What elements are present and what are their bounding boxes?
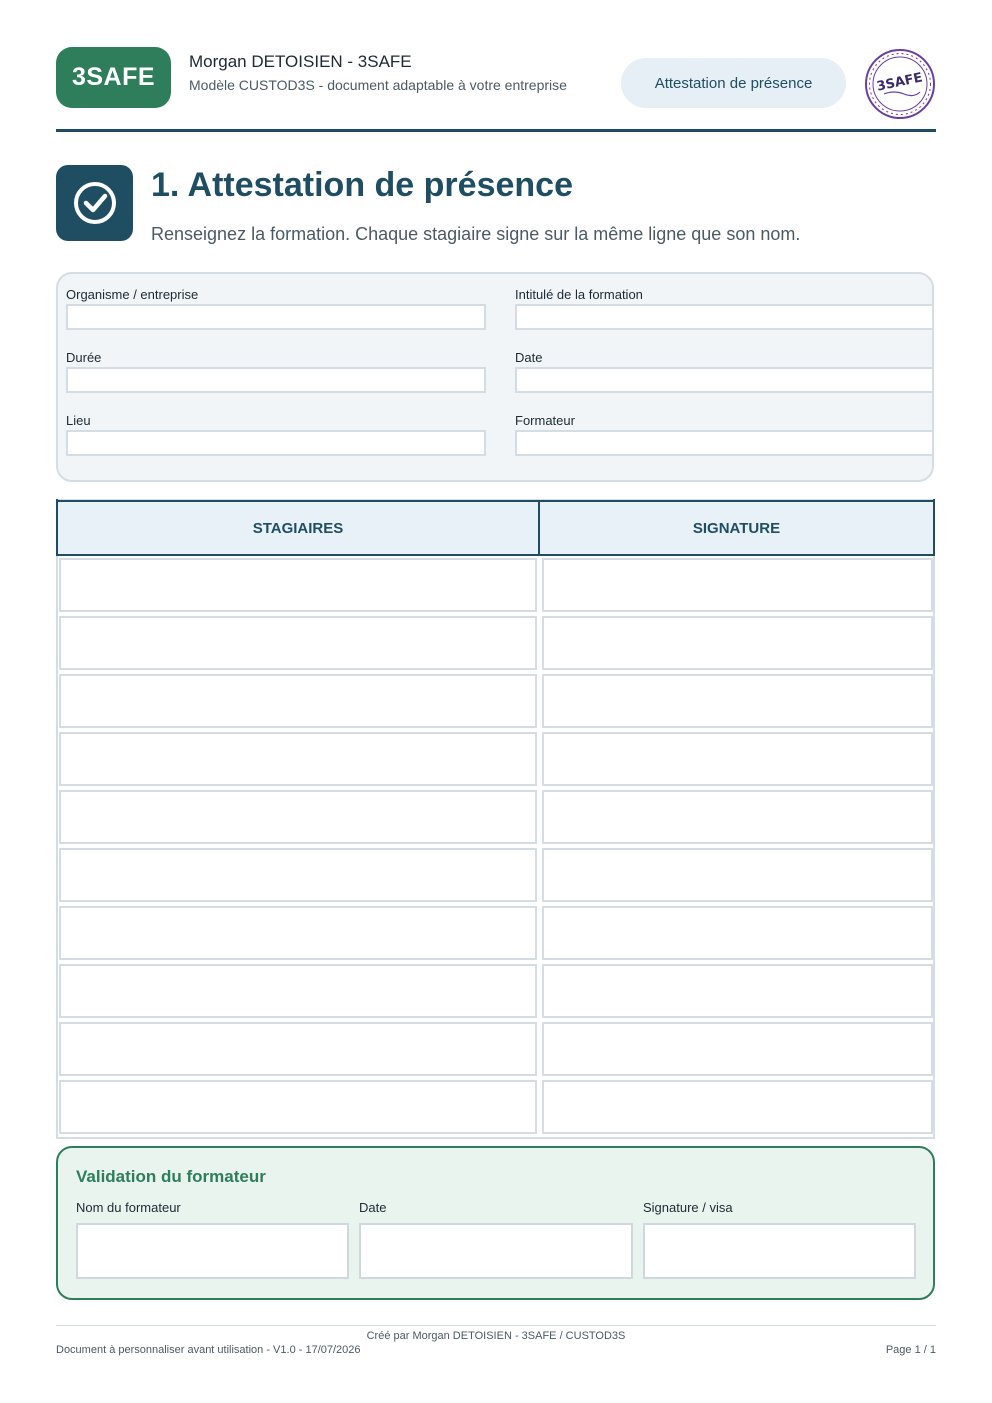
document-type-badge: Attestation de présence — [621, 58, 846, 108]
validation-date-field[interactable] — [359, 1223, 633, 1279]
signature-cell[interactable] — [542, 1022, 933, 1076]
check-circle-icon — [56, 165, 133, 241]
stagiaire-name-cell[interactable] — [59, 964, 537, 1018]
header-divider — [56, 129, 936, 132]
document-subtitle: Modèle CUSTOD3S - document adaptable à votre entreprise — [189, 77, 567, 93]
signature-cell[interactable] — [542, 674, 933, 728]
table-header-divider — [56, 554, 935, 556]
stagiaire-name-cell[interactable] — [59, 616, 537, 670]
organisme-label: Organisme / entreprise — [66, 287, 199, 302]
page-instructions: Renseignez la formation. Chaque stagiaire signe sur la même ligne que son nom. — [151, 224, 801, 244]
footer-divider — [56, 1325, 936, 1326]
page-number: Page 1 / 1 — [885, 1344, 936, 1356]
stagiaire-name-cell[interactable] — [59, 848, 537, 902]
page-title: 1. Attestation de présence — [151, 166, 573, 204]
signature-cell[interactable] — [542, 906, 933, 960]
author-name: Morgan DETOISIEN - 3SAFE — [189, 52, 412, 71]
table-header-left-border — [56, 499, 58, 556]
stagiaire-name-cell[interactable] — [59, 674, 537, 728]
company-stamp-icon — [864, 48, 936, 120]
organisme-field[interactable] — [66, 304, 486, 330]
footer-note: Document à personnaliser avant utilisation - V1.0 - 17/07/2026 — [56, 1344, 361, 1356]
stagiaire-name-cell[interactable] — [59, 906, 537, 960]
formateur-field[interactable] — [515, 430, 934, 456]
validation-date-label: Date — [359, 1200, 387, 1215]
validation-nom-label: Nom du formateur — [76, 1200, 181, 1215]
table-header-right-border — [933, 499, 935, 556]
date-field[interactable] — [515, 367, 934, 393]
intitule-field[interactable] — [515, 304, 934, 330]
stagiaire-name-cell[interactable] — [59, 558, 537, 612]
signature-cell[interactable] — [542, 558, 933, 612]
formateur-label: Formateur — [515, 413, 575, 428]
validation-nom-field[interactable] — [76, 1223, 349, 1279]
signature-cell[interactable] — [542, 616, 933, 670]
validation-signature-field[interactable] — [643, 1223, 916, 1279]
intitule-label: Intitulé de la formation — [515, 287, 643, 302]
column-header-stagiaires: STAGIAIRES — [58, 500, 540, 555]
stamp-text: 3SAFE — [875, 70, 924, 95]
validation-title: Validation du formateur — [76, 1167, 266, 1186]
date-label: Date — [515, 350, 543, 365]
duree-label: Durée — [66, 350, 102, 365]
stagiaire-name-cell[interactable] — [59, 790, 537, 844]
stagiaire-name-cell[interactable] — [59, 1080, 537, 1134]
signature-cell[interactable] — [542, 848, 933, 902]
stagiaire-name-cell[interactable] — [59, 1022, 537, 1076]
signature-cell[interactable] — [542, 964, 933, 1018]
signature-cell[interactable] — [542, 732, 933, 786]
stagiaire-name-cell[interactable] — [59, 732, 537, 786]
duree-field[interactable] — [66, 367, 486, 393]
brand-logo: 3SAFE — [56, 47, 171, 108]
lieu-field[interactable] — [66, 430, 486, 456]
signature-cell[interactable] — [542, 1080, 933, 1134]
footer-credit: Créé par Morgan DETOISIEN - 3SAFE / CUSTOD3S — [366, 1330, 626, 1342]
validation-signature-label: Signature / visa — [643, 1200, 733, 1215]
column-header-signature: SIGNATURE — [540, 500, 933, 555]
signature-cell[interactable] — [542, 790, 933, 844]
lieu-label: Lieu — [66, 413, 91, 428]
